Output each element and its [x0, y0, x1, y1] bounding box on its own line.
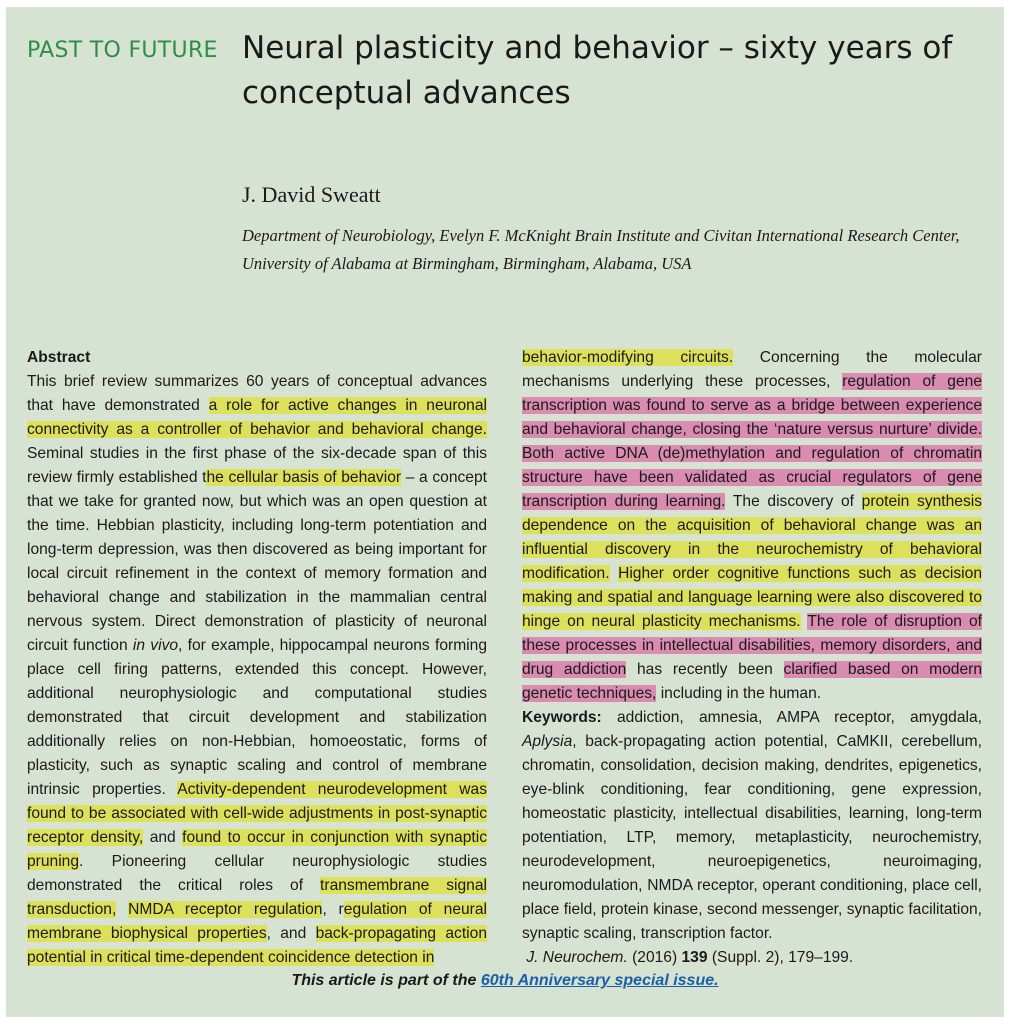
abstract-heading: Abstract — [27, 349, 91, 366]
abstract-text-part2 — [522, 346, 982, 706]
highlight-yellow: transmembrane signal transduction, — [27, 877, 487, 918]
abstract-segment: This brief review summarizes 60 years of conceptual advances that have demonstrated — [27, 373, 487, 414]
special-issue-link[interactable]: 60th Anniversary special issue. — [480, 972, 719, 989]
abstract-segment: and — [143, 829, 183, 846]
abstract-segment: including in the human. — [656, 685, 822, 702]
abstract-segment: , r — [322, 901, 344, 918]
highlight-yellow: a role for active changes in neuronal connectivity as a controller of behavior and behavioral change. — [27, 397, 487, 438]
article-author: J. David Sweatt — [242, 182, 381, 207]
keywords-italic-term: Aplysia — [522, 733, 573, 750]
highlight-yellow: found to occur in conjunction with synaptic pruning — [27, 829, 487, 870]
abstract-italic-term: in vivo — [132, 637, 179, 654]
highlight-yellow: Higher order cognitive functions such as decision making and spatial and language learning were also discovered to hinge on neural plasticity mechanisms. — [522, 565, 982, 630]
highlight-yellow: egulation of neural membrane biophysical properties — [27, 901, 487, 942]
citation-journal: J. Neurochem. — [526, 949, 628, 966]
highlight-yellow: he cellular basis of behavior — [206, 469, 402, 486]
highlight-yellow: Activity-dependent neurodevelopment was found to be associated with cell-wide adjustments in post-synaptic receptor density, — [27, 781, 487, 846]
keywords-text: , back-propagating action potential, CaMKII, cerebellum, chromatin, consolidation, decision making, dendrites, epigenetics, eye-blink conditioning, fear conditioning, gene expression, homeostatic plasticity, intellectual disabilities, learning, long-term potentiation, LTP, memory, metaplasticity, neurochemistry, neurodevelopment, neuroepigenetics, neuroimaging, neuromodulation, NMDA receptor, operant conditioning, place cell, place field, protein kinase, second messenger, synaptic facilitation, synaptic scaling, transcription factor. — [522, 733, 982, 942]
citation — [522, 946, 982, 970]
abstract-segment: , for example, hippocampal neurons forming place cell firing patterns, extended this concept. However, additional neurophysiologic and computational studies demonstrated that circuit development and stabilization additionally relies on non-Hebbian, homoeostatic, forms of plasticity, such as synaptic scaling and control of membrane intrinsic properties. — [27, 637, 487, 798]
keywords-text: addiction, amnesia, AMPA receptor, amygdala, — [601, 709, 982, 726]
abstract-segment: . Pioneering cellular neurophysiologic studies demonstrated the critical roles of — [27, 853, 487, 894]
highlight-yellow: back-propagating action potential in critical time-dependent coincidence detection in — [27, 925, 487, 966]
section-label: PAST TO FUTURE — [27, 38, 218, 63]
abstract-right-column — [522, 346, 982, 970]
abstract-segment: Concerning the molecular mechanisms underlying these processes, — [522, 349, 982, 390]
citation-year: (2016) — [627, 949, 682, 966]
footer-prefix: This article is part of the — [291, 972, 481, 989]
abstract-segment: – a concept that we take for granted now, but which was an open question at the time. Hebbian plasticity, including long-term potentiation and long-term depression, was then discovered as being important for local circuit refinement in the context of memory formation and behavioral change and stabilization in the mammalian central nervous system. Direct demonstration of plasticity of neuronal circuit function — [27, 469, 487, 654]
abstract-segment: Seminal studies in the first phase of the six-decade span of this review firmly established t — [27, 445, 487, 486]
abstract-segment — [116, 901, 128, 918]
author-affiliation: Department of Neurobiology, Evelyn F. McKnight Brain Institute and Civitan International Research Center, University of Alabama at Birmingham, Birmingham, Alabama, USA — [242, 226, 960, 273]
abstract-text-part1 — [27, 370, 487, 970]
keywords-label: Keywords: — [522, 709, 602, 726]
abstract-segment: has recently been — [626, 661, 784, 678]
special-issue-note — [0, 972, 1010, 990]
article-title: Neural plasticity and behavior – sixty years of conceptual advances — [242, 30, 953, 111]
citation-volume: 139 — [681, 949, 708, 966]
citation-pages: (Suppl. 2), 179–199. — [707, 949, 854, 966]
highlight-pink: clarified based on modern genetic techniques, — [522, 661, 983, 702]
abstract-left-column — [27, 346, 487, 970]
abstract-segment — [610, 565, 619, 582]
abstract-segment: The discovery of — [725, 493, 862, 510]
highlight-pink: The role of disruption of these processes in intellectual disabilities, memory disorders, and drug addiction — [522, 613, 982, 678]
highlight-pink: regulation of gene transcription was found to serve as a bridge between experience and behavioral change, closing the ‘nature versus nurture’ divide. Both active DNA (de)methylation and regulation of chromatin structure have been validated as crucial regulators of gene transcription during learning. — [522, 373, 982, 510]
highlight-yellow: protein synthesis dependence on the acquisition of behavioral change was an influential discovery in the neurochemistry of behavioral modification. — [522, 493, 983, 582]
abstract-segment: , and — [266, 925, 316, 942]
highlight-yellow: NMDA receptor regulation — [128, 901, 323, 918]
highlight-yellow: behavior-modifying circuits. — [522, 349, 734, 366]
keywords — [522, 706, 982, 946]
